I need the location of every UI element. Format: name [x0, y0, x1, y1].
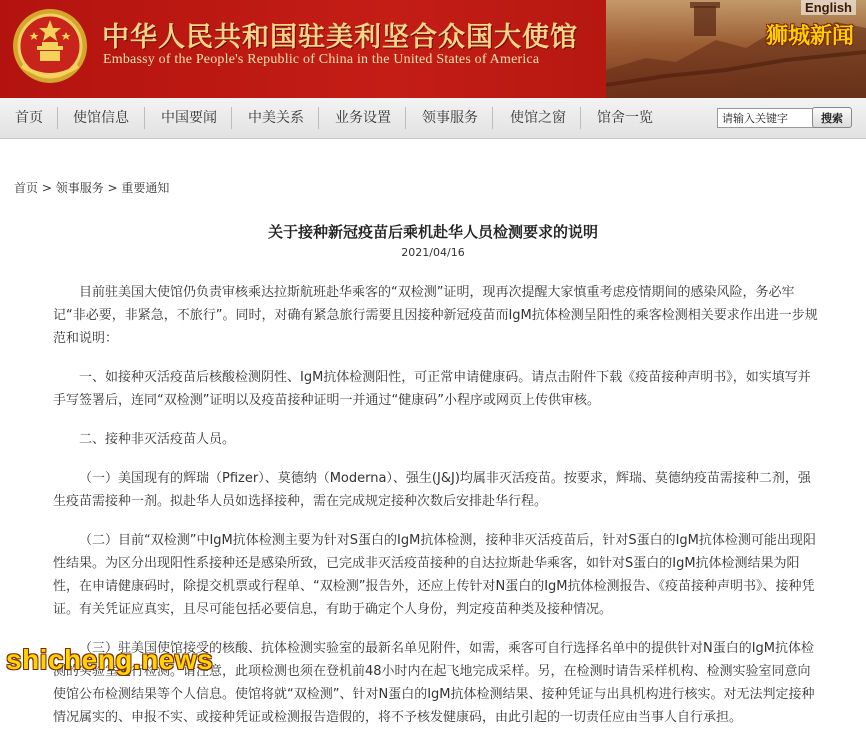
nav-divider	[144, 107, 145, 129]
main-nav	[0, 98, 866, 139]
nav-item-embassy-info[interactable]: 使馆信息	[73, 110, 129, 126]
nav-item-building-overview[interactable]: 馆舍一览	[597, 110, 653, 126]
nav-item-consular-services[interactable]: 领事服务	[422, 110, 478, 126]
watermark-logo-top: 狮城新闻	[765, 24, 854, 49]
search-button[interactable]: 搜索	[812, 107, 852, 128]
breadcrumb-home[interactable]: 首页	[14, 181, 39, 195]
article-paragraph: （二）目前“双检测”中IgM抗体检测主要为针对S蛋白的IgM抗体检测，接种非灭活疫苗后，针对S蛋白的IgM抗体检测可能出现阳性结果。为区分出现阳性系接种还是感染所致，已完成非灭活疫苗接种的自达拉斯赴华乘客，如针对S蛋白的IgM抗体检测结果为阳性，在申请健康码时，除提交机票或行程单、“双检测”报告外，还应上传针对N蛋白的IgM抗体检测报告、《疫苗接种声明书》、接种凭证。有关凭证应真实，且尽可能包括必要信息，有助于确定个人身份，判定疫苗种类及接种情况。	[53, 533, 816, 617]
english-language-link[interactable]: English	[801, 0, 856, 15]
article-paragraph: （一）美国现有的辉瑞（Pfizer）、莫德纳（Moderna）、强生(J&J)均属非灭活疫苗。按要求，辉瑞、莫德纳疫苗需接种二剂，强生疫苗需接种一剂。拟赴华人员如选择接种，需在完成规定接种次数后安排赴华行程。	[53, 471, 811, 509]
article-title: 关于接种新冠疫苗后乘机赴华人员检测要求的说明	[267, 223, 598, 241]
breadcrumb-separator: >	[38, 181, 56, 195]
article-paragraph: 二、接种非灭活疫苗人员。	[79, 432, 236, 447]
nav-divider	[405, 107, 406, 129]
article-paragraph: 目前驻美国大使馆仍负责审核乘达拉斯航班赴华乘客的“双检测”证明，现再次提醒大家慎重考虑疫情期间的感染风险，务必牢记“非必要，非紧急，不旅行”。同时，对确有紧急旅行需要且因接种新冠疫苗而IgM抗体检测呈阳性的乘客检测相关要求作出进一步规范和说明：	[53, 285, 818, 346]
nav-divider	[231, 107, 232, 129]
article-date: 2021/04/16	[401, 246, 465, 259]
nav-item-departments[interactable]: 业务设置	[335, 110, 391, 126]
nav-divider	[318, 107, 319, 129]
watermark-logo-bottom: shicheng.news	[6, 644, 214, 675]
breadcrumb-consular-services[interactable]: 领事服务	[55, 181, 104, 195]
embassy-english-title: Embassy of the People's Republic of China in the United States of America	[103, 52, 540, 67]
nav-item-china-news[interactable]: 中国要闻	[161, 110, 217, 126]
breadcrumb	[14, 179, 169, 196]
breadcrumb-current[interactable]: 重要通知	[121, 181, 170, 195]
nav-divider	[57, 107, 58, 129]
header-banner	[0, 0, 866, 98]
embassy-chinese-title: 中华人民共和国驻美利坚合众国大使馆	[102, 22, 578, 53]
nav-item-embassy-window[interactable]: 使馆之窗	[510, 110, 566, 126]
national-emblem-icon	[12, 6, 88, 86]
nav-divider	[492, 107, 493, 129]
nav-item-china-us-relations[interactable]: 中美关系	[248, 110, 304, 126]
nav-divider	[580, 107, 581, 129]
search-input[interactable]	[717, 108, 815, 128]
breadcrumb-separator: >	[103, 181, 122, 195]
nav-item-home[interactable]: 首页	[15, 110, 43, 126]
article-paragraph: （三）驻美国使馆接受的核酸、抗体检测实验室的最新名单见附件，如需，乘客可自行选择名单中的提供针对N蛋白的IgM抗体检测的实验室进行检测。请注意，此项检测也须在登机前48小时内在起飞地完成采样。另，在检测时请告采样机构、检测实验室同意向使馆公布检测结果等个人信息。使馆将就“双检测”、针对N蛋白的IgM抗体检测结果、接种凭证与出具机构进行核实。对无法判定接种情况属实的、申报不实、或接种凭证或检测报告造假的，将不予核发健康码，由此引起的一切责任应由当事人自行承担。	[53, 641, 815, 725]
article-paragraph: 一、如接种灭活疫苗后核酸检测阴性、IgM抗体检测阳性，可正常申请健康码。请点击附件下载《疫苗接种声明书》，如实填写并手写签署后，连同“双检测”证明以及疫苗接种证明一并通过“健康码”小程序或网页上传供审核。	[53, 370, 811, 408]
